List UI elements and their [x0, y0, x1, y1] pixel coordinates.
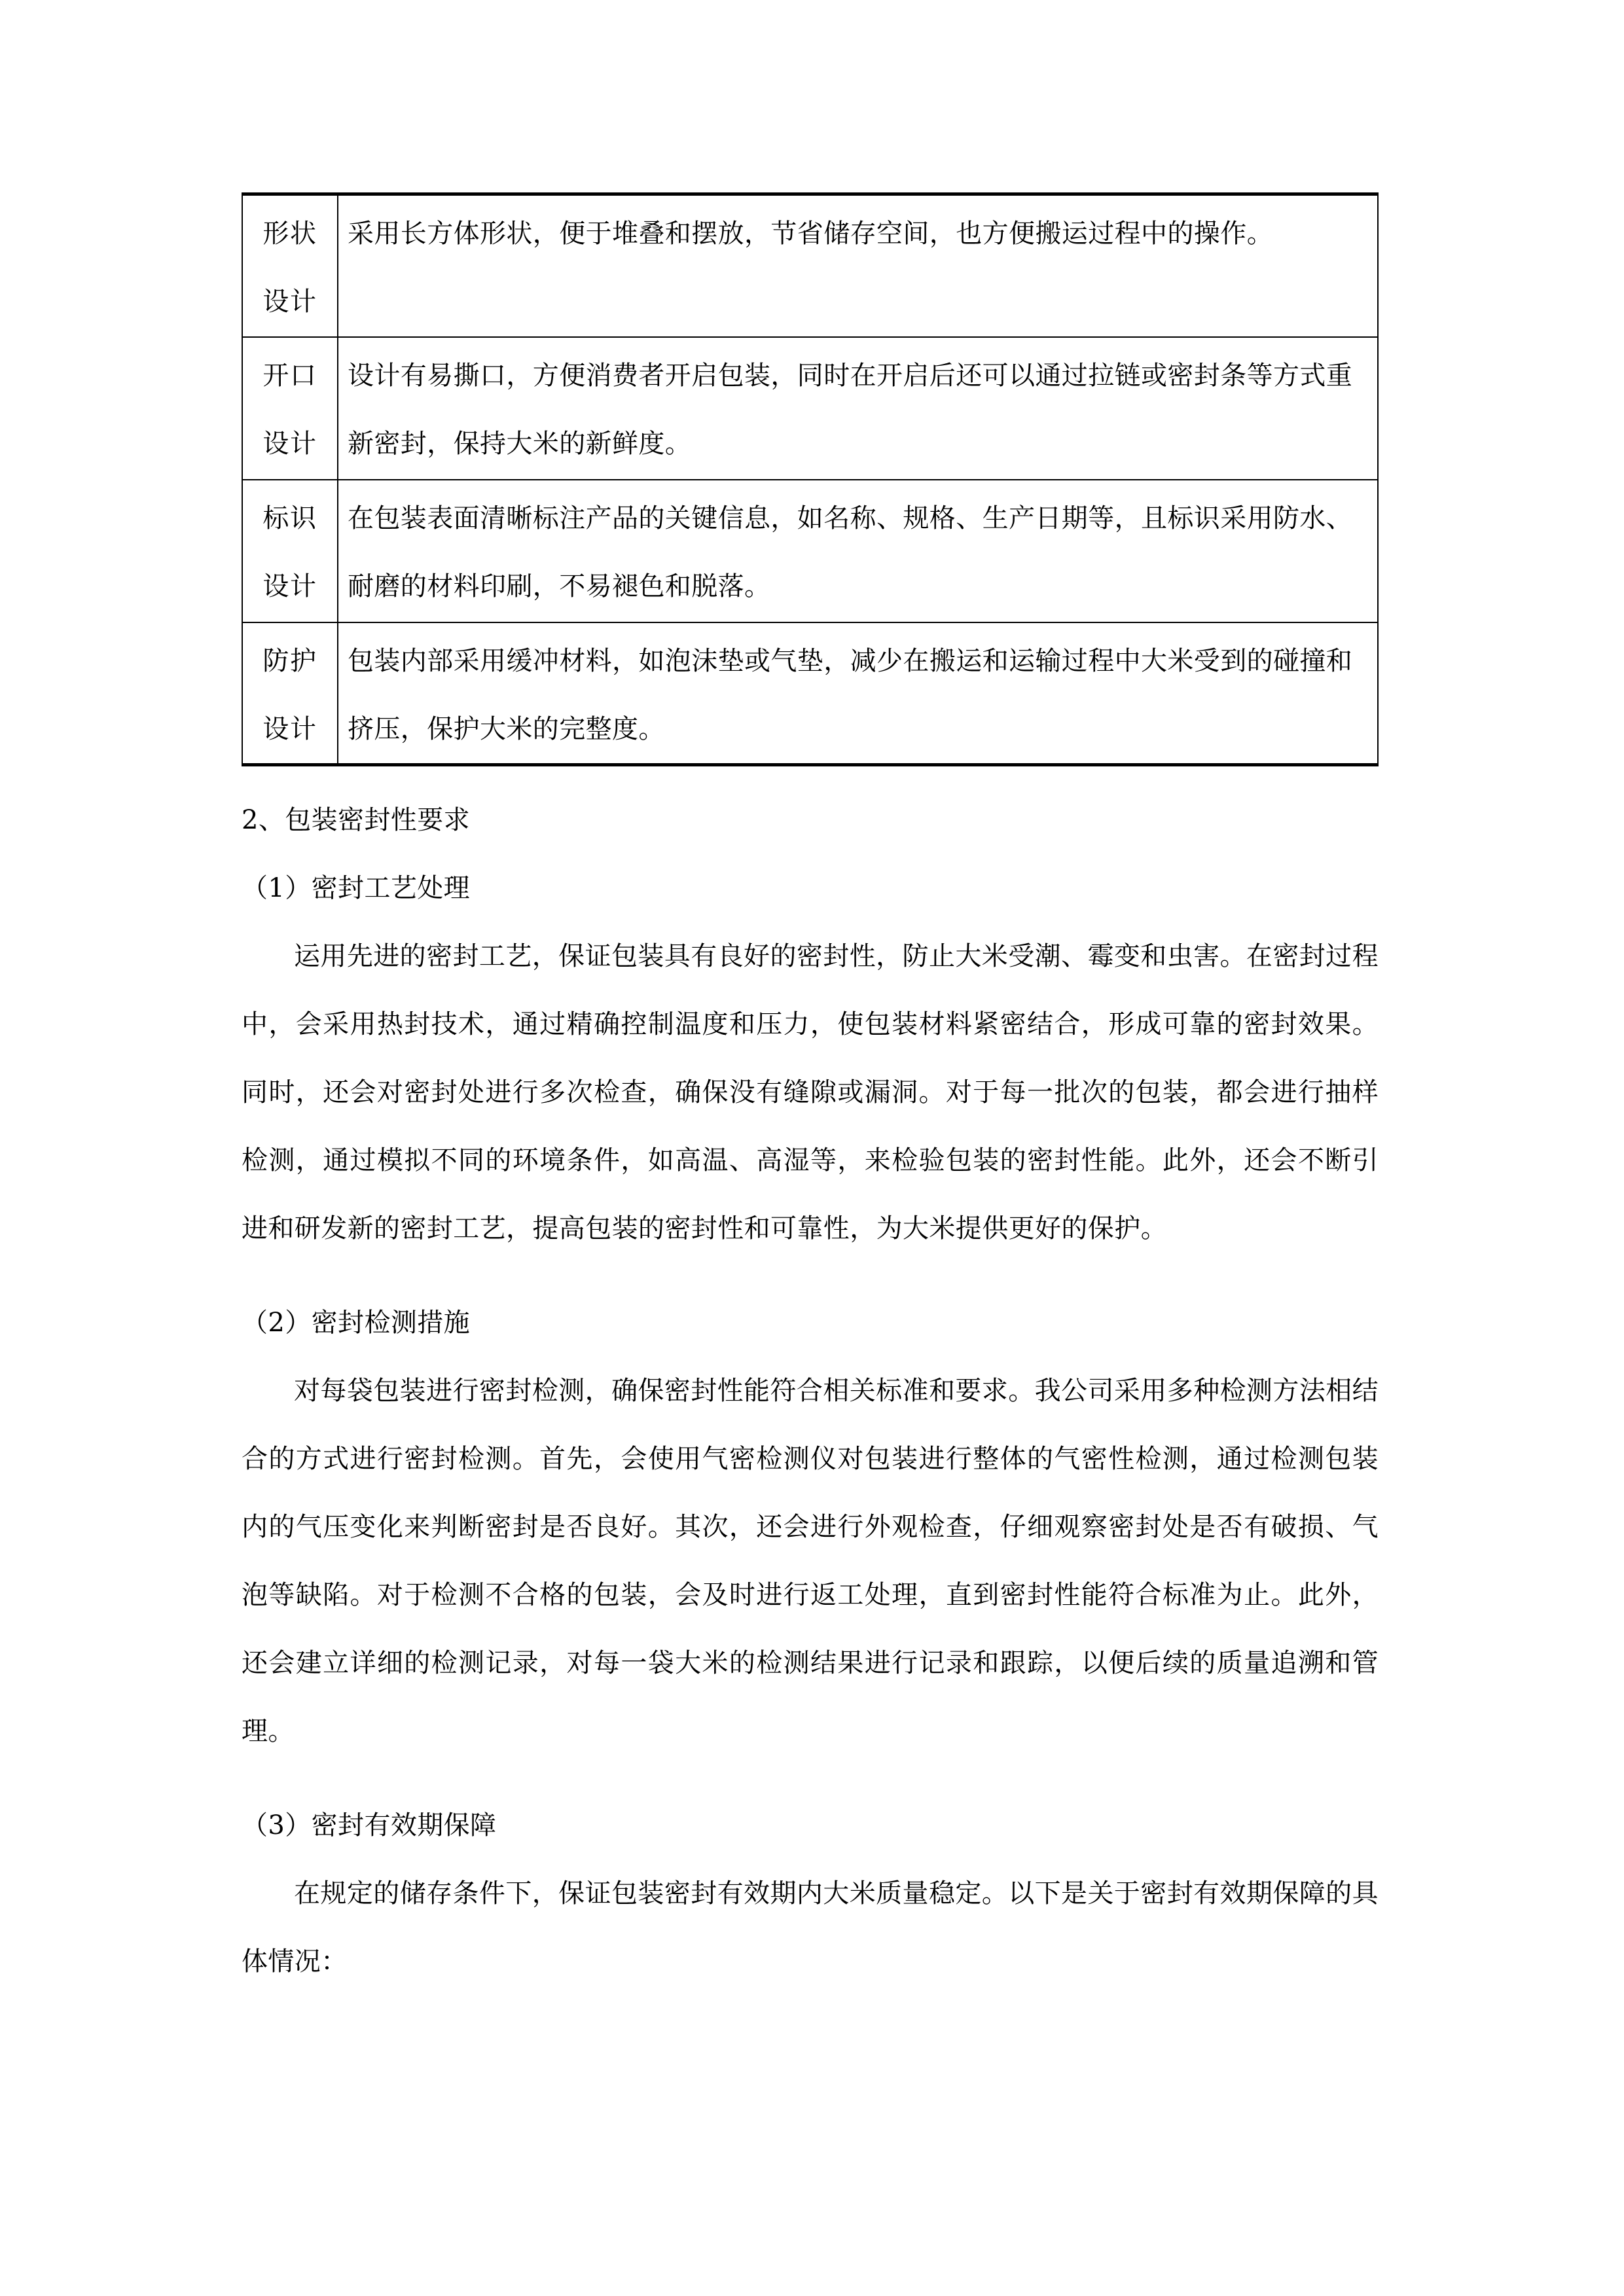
row-description-cell: [338, 337, 1378, 480]
spacer: [242, 1263, 1379, 1289]
table-row: [242, 480, 1378, 622]
spacer: [242, 766, 1379, 777]
section-heading-2: 2、包装密封性要求: [242, 805, 471, 835]
row-description-cell: [338, 480, 1378, 622]
packaging-design-table: [242, 192, 1379, 766]
row-label-cell: [242, 337, 338, 480]
row-description-text: 采用长方体形状，便于堆叠和摆放，节省储存空间，也方便搬运过程中的操作。: [348, 219, 1273, 249]
row-label-cell: [242, 194, 338, 337]
subsection-paragraph-3: 在规定的储存条件下，保证包装密封有效期内大米质量稳定。以下是关于密封有效期保障的具体情况：: [242, 1878, 1379, 1977]
row-label-cell: [242, 622, 338, 765]
row-label-line: 标识: [262, 503, 317, 533]
subsection-heading-2: （2）密封检测措施: [242, 1308, 471, 1338]
row-description-cell: [338, 194, 1378, 337]
row-label-line: 设计: [262, 287, 317, 317]
subsection-heading-1: （1）密封工艺处理: [242, 873, 471, 903]
row-label-line: 设计: [262, 428, 317, 459]
row-description-text: 包装内部采用缓冲材料，如泡沫垫或气垫，减少在搬运和运输过程中大米受到的碰撞和挤压，保护大米的完整度。: [348, 645, 1353, 744]
spacer: [242, 1765, 1379, 1791]
row-label-line: 设计: [262, 713, 317, 744]
row-label-cell: [242, 480, 338, 622]
subsection-paragraph-1: 运用先进的密封工艺，保证包装具有良好的密封性，防止大米受潮、霉变和虫害。在密封过程中，会采用热封技术，通过精确控制温度和压力，使包装材料紧密结合，形成可靠的密封效果。同时，还会对密封处进行多次检查，确保没有缝隙或漏洞。对于每一批次的包装，都会进行抽样检测，通过模拟不同的环境条件，如高温、高湿等，来检验包装的密封性能。此外，还会不断引进和研发新的密封工艺，提高包装的密封性和可靠性，为大米提供更好的保护。: [242, 941, 1379, 1244]
table-body: [242, 194, 1378, 765]
page-content: [242, 192, 1379, 1996]
table-row: [242, 194, 1378, 337]
row-label-line: 设计: [262, 571, 317, 601]
row-label-line: 形状: [262, 219, 317, 249]
row-description-text: 设计有易撕口，方便消费者开启包装，同时在开启后还可以通过拉链或密封条等方式重新密封，保持大米的新鲜度。: [348, 360, 1353, 459]
subsection-heading-3: （3）密封有效期保障: [242, 1810, 497, 1840]
row-description-text: 在包装表面清晰标注产品的关键信息，如名称、规格、生产日期等，且标识采用防水、耐磨的材料印刷，不易褪色和脱落。: [348, 503, 1353, 601]
table-row: [242, 337, 1378, 480]
row-label-line: 开口: [262, 360, 317, 391]
subsection-paragraph-2: 对每袋包装进行密封检测，确保密封性能符合相关标准和要求。我公司采用多种检测方法相结合的方式进行密封检测。首先，会使用气密检测仪对包装进行整体的气密性检测，通过检测包装内的气压变化来判断密封是否良好。其次，还会进行外观检查，仔细观察密封处是否有破损、气泡等缺陷。对于检测不合格的包装，会及时进行返工处理，直到密封性能符合标准为止。此外，还会建立详细的检测记录，对每一袋大米的检测结果进行记录和跟踪，以便后续的质量追溯和管理。: [242, 1376, 1379, 1746]
table-row: [242, 622, 1378, 765]
row-description-cell: [338, 622, 1378, 765]
row-label-line: 防护: [262, 645, 317, 676]
